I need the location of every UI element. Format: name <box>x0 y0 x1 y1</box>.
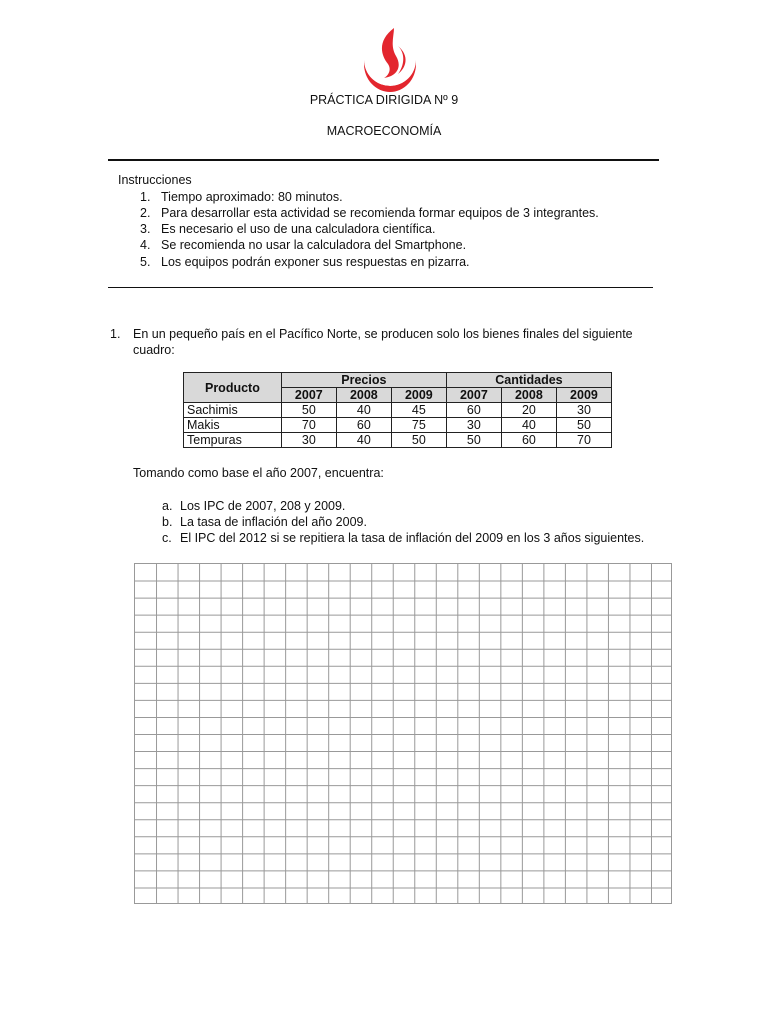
header-product: Producto <box>184 373 282 403</box>
answer-grid <box>134 563 672 904</box>
header-prices: Precios <box>281 373 446 388</box>
list-item: 4. Se recomienda no usar la calculadora del Smartphone. <box>140 238 467 252</box>
cell: 30 <box>446 418 501 433</box>
document-subject: MACROECONOMÍA <box>326 124 442 138</box>
header-year: 2008 <box>336 388 391 403</box>
table-row <box>184 418 612 433</box>
upc-logo <box>358 24 422 104</box>
document-title: PRÁCTICA DIRIGIDA Nº 9 <box>309 93 459 107</box>
cell: 40 <box>336 433 391 448</box>
cell: 50 <box>556 418 611 433</box>
question-number: 1. <box>110 327 121 341</box>
header-year: 2007 <box>281 388 336 403</box>
cell: 40 <box>501 418 556 433</box>
cell: 50 <box>446 433 501 448</box>
header-year: 2009 <box>391 388 446 403</box>
cell: 40 <box>336 403 391 418</box>
cell: 20 <box>501 403 556 418</box>
question-text: cuadro: <box>133 343 175 357</box>
cell: 70 <box>281 418 336 433</box>
header-year: 2007 <box>446 388 501 403</box>
question-prompt: Tomando como base el año 2007, encuentra: <box>133 466 384 480</box>
cell: 60 <box>446 403 501 418</box>
list-item: 1. Tiempo aproximado: 80 minutos. <box>140 190 343 204</box>
divider <box>108 159 659 161</box>
cell: 30 <box>281 433 336 448</box>
part-b: b. La tasa de inflación del año 2009. <box>162 515 367 529</box>
cell: 60 <box>336 418 391 433</box>
question-text: En un pequeño país en el Pacífico Norte, se producen solo los bienes finales del siguiente <box>133 327 633 341</box>
list-item: 5. Los equipos podrán exponer sus respuestas en pizarra. <box>140 255 470 269</box>
list-item: 3. Es necesario el uso de una calculadora científica. <box>140 222 436 236</box>
header-year: 2008 <box>501 388 556 403</box>
list-item: 2. Para desarrollar esta actividad se recomienda formar equipos de 3 integrantes. <box>140 206 599 220</box>
data-table <box>183 372 612 448</box>
header-quantities: Cantidades <box>446 373 611 388</box>
cell: 75 <box>391 418 446 433</box>
cell: 70 <box>556 433 611 448</box>
cell: 60 <box>501 433 556 448</box>
instructions-heading: Instrucciones <box>118 173 192 187</box>
table-row <box>184 433 612 448</box>
cell-product: Sachimis <box>184 403 282 418</box>
table-row <box>184 403 612 418</box>
cell: 50 <box>281 403 336 418</box>
cell: 30 <box>556 403 611 418</box>
cell: 45 <box>391 403 446 418</box>
part-a: a. Los IPC de 2007, 208 y 2009. <box>162 499 346 513</box>
part-c: c. El IPC del 2012 si se repitiera la tasa de inflación del 2009 en los 3 años siguientes. <box>162 531 645 545</box>
cell-product: Tempuras <box>184 433 282 448</box>
divider <box>108 287 653 288</box>
cell-product: Makis <box>184 418 282 433</box>
cell: 50 <box>391 433 446 448</box>
header-year: 2009 <box>556 388 611 403</box>
